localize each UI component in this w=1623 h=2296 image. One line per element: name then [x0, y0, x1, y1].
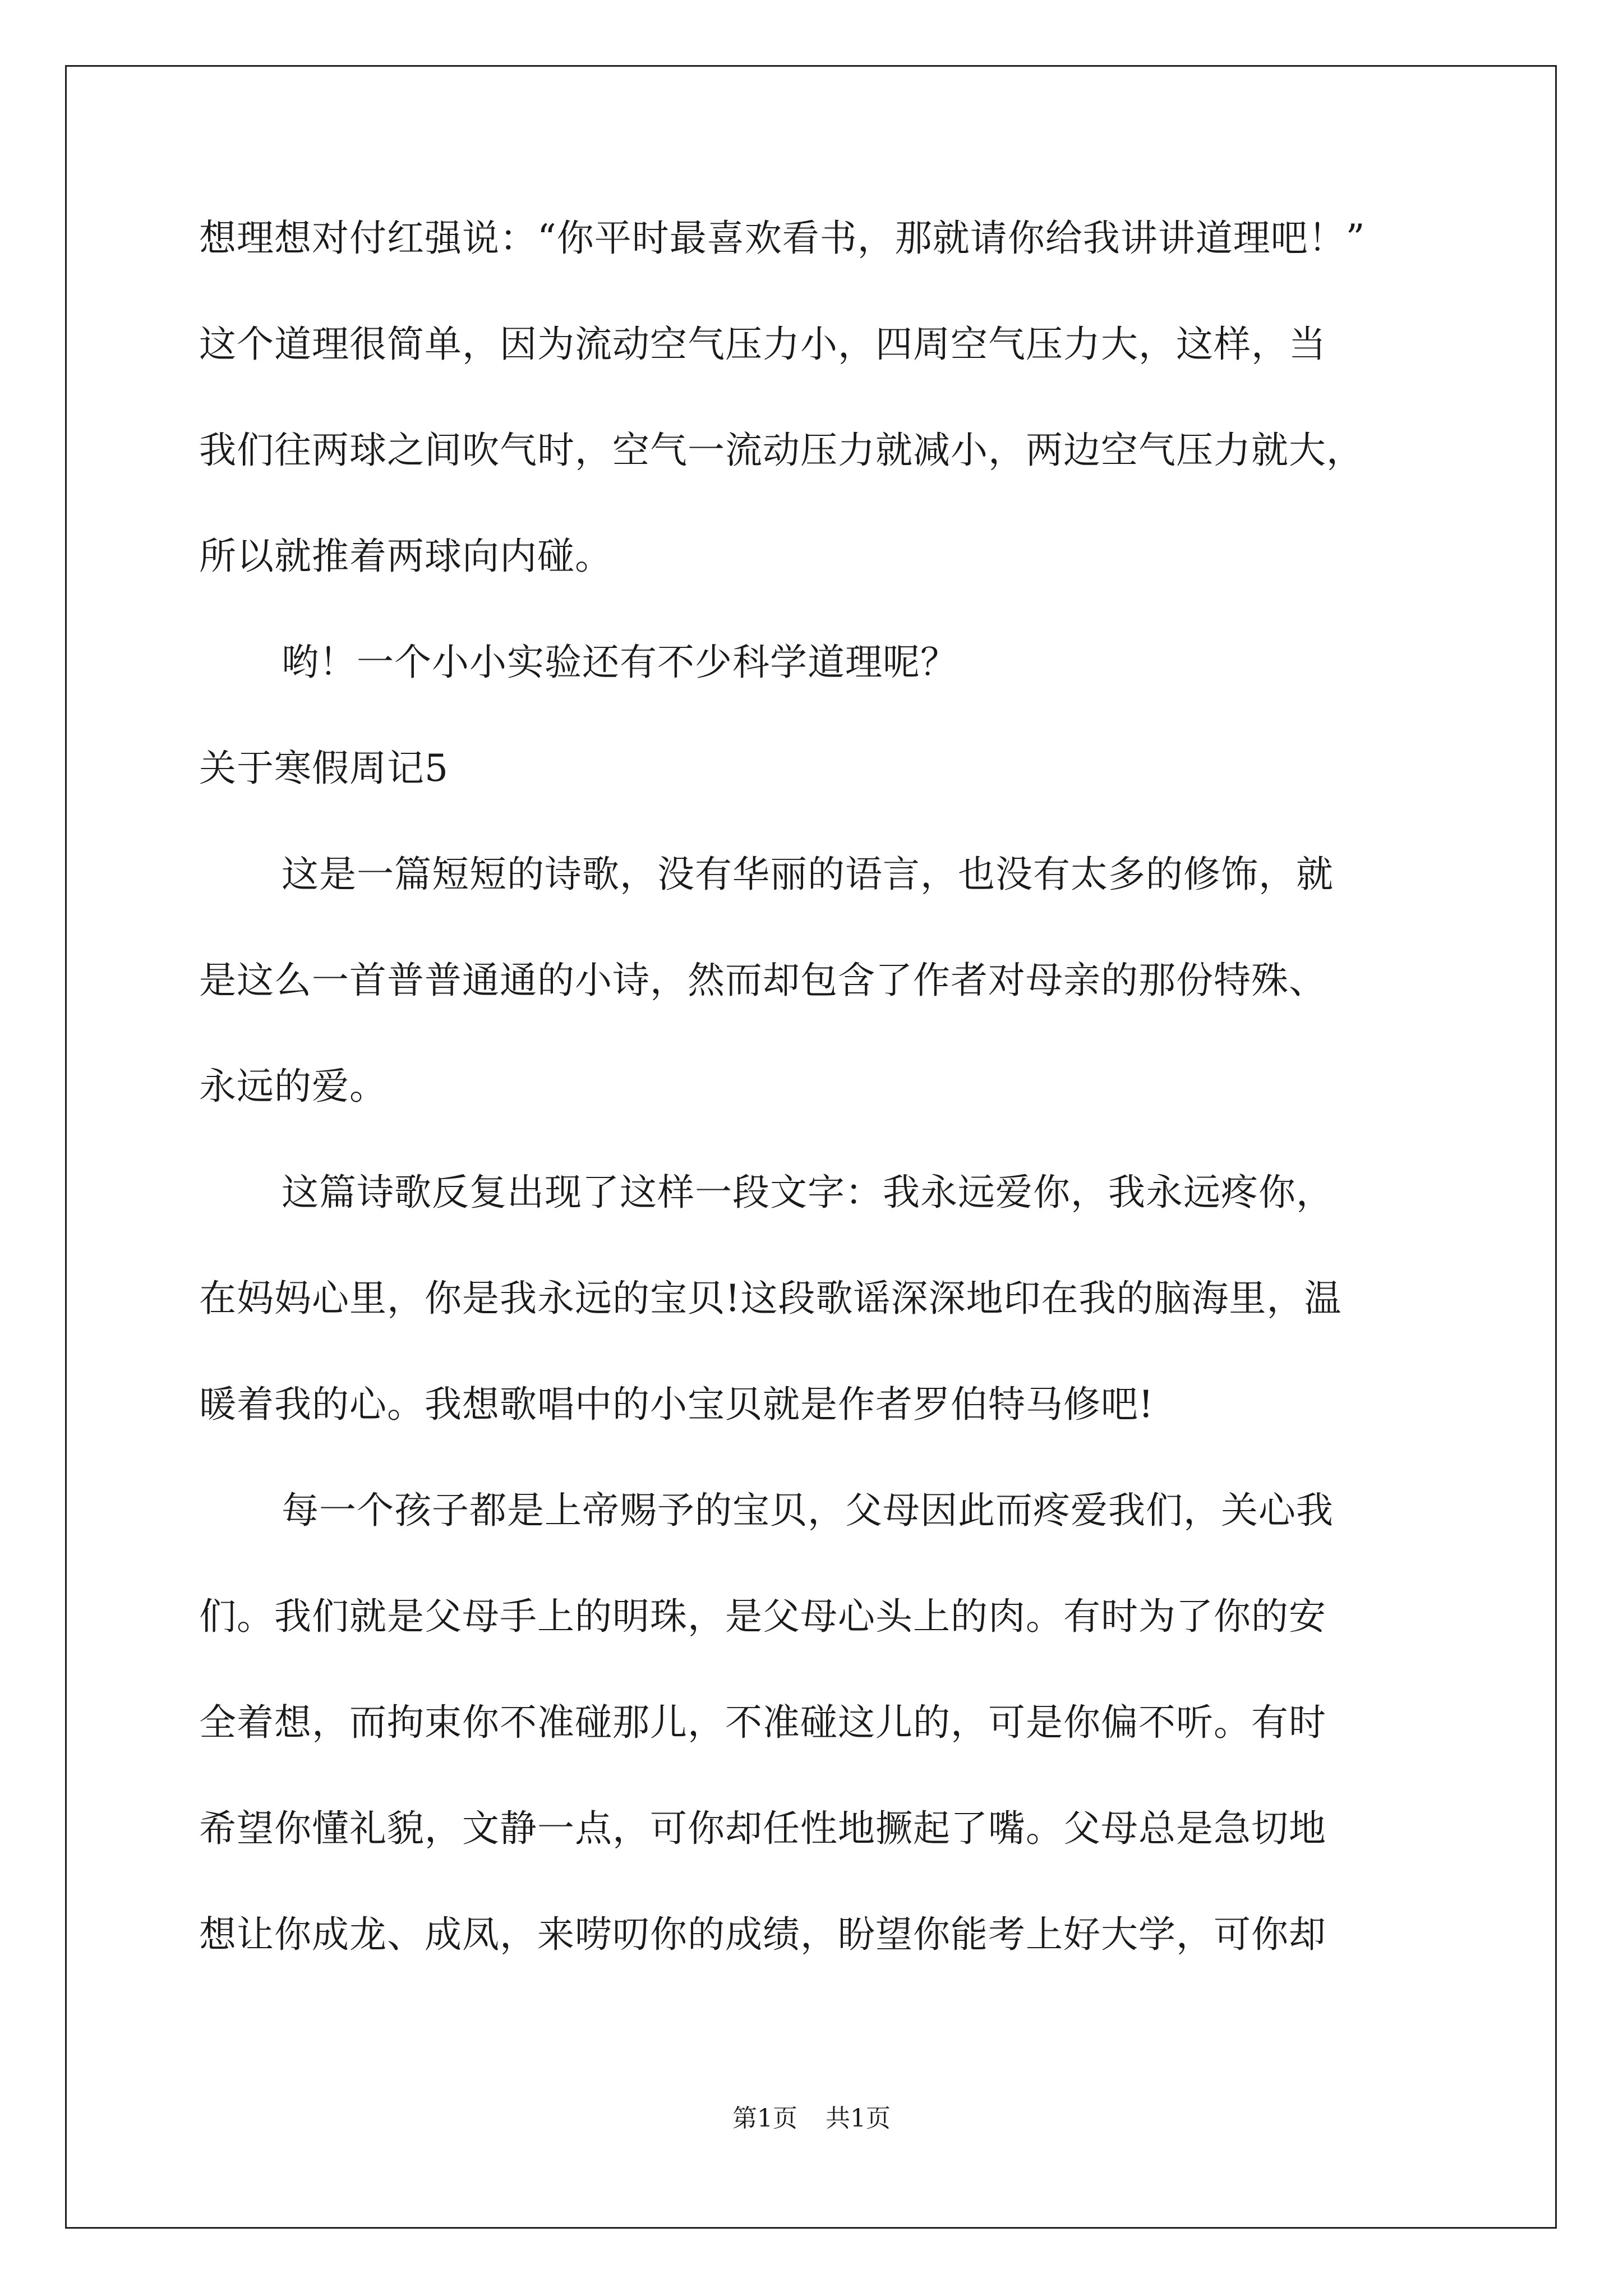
text-line: 想理想对付红强说：“你平时最喜欢看书，那就请你给我讲讲道理吧！”	[199, 217, 1366, 260]
text-line: 我们往两球之间吹气时，空气一流动压力就减小，两边空气压力就大，	[199, 429, 1364, 472]
text-line: 想让你成龙、成凤，来唠叨你的成绩，盼望你能考上好大学，可你却	[199, 1913, 1326, 1956]
text-line: 所以就推着两球向内碰。	[199, 535, 612, 578]
text-line: 全着想，而拘束你不准碰那儿，不准碰这儿的，可是你偏不听。有时	[199, 1701, 1326, 1744]
text-line: 们。我们就是父母手上的明珠，是父母心头上的肉。有时为了你的安	[199, 1595, 1326, 1638]
page-footer	[0, 2105, 1623, 2133]
page-number: 第1页	[732, 2104, 797, 2133]
page-total: 共1页	[826, 2104, 891, 2133]
text-line: 在妈妈心里，你是我永远的宝贝!这段歌谣深深地印在我的脑海里，温	[199, 1277, 1342, 1320]
text-line: 这篇诗歌反复出现了这样一段文字：我永远爱你，我永远疼你，	[282, 1171, 1334, 1214]
text-line: 这个道理很简单，因为流动空气压力小，四周空气压力大，这样，当	[199, 323, 1326, 366]
text-line: 是这么一首普普通通的小诗，然而却包含了作者对母亲的那份特殊、	[199, 959, 1326, 1002]
section-heading: 关于寒假周记5	[199, 747, 449, 790]
document-body	[199, 218, 1433, 2020]
text-line: 每一个孩子都是上帝赐予的宝贝，父母因此而疼爱我们，关心我	[282, 1489, 1334, 1532]
text-line: 哟！一个小小实验还有不少科学道理呢？	[282, 641, 958, 684]
text-line: 这是一篇短短的诗歌，没有华丽的语言，也没有太多的修饰，就	[282, 853, 1334, 896]
text-line: 暖着我的心。我想歌唱中的小宝贝就是作者罗伯特马修吧!	[199, 1383, 1154, 1426]
text-line: 希望你懂礼貌，文静一点，可你却任性地撅起了嘴。父母总是急切地	[199, 1807, 1326, 1850]
text-line: 永远的爱。	[199, 1065, 387, 1108]
